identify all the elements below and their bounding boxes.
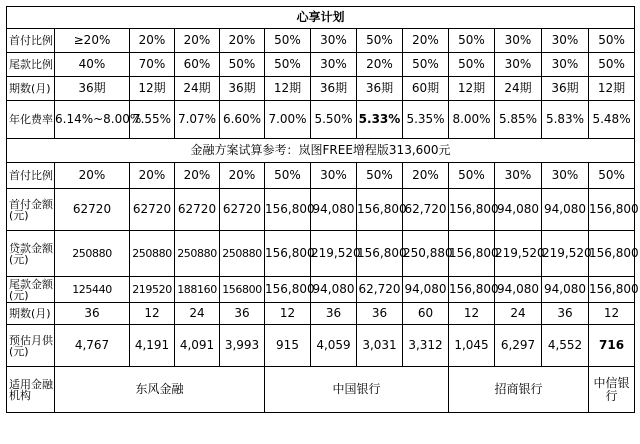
table-cell: 156,800 bbox=[265, 189, 311, 231]
table-cell: 3,993 bbox=[220, 325, 265, 367]
table-cell: 30% bbox=[542, 163, 589, 189]
table-cell: 125440 bbox=[55, 277, 130, 303]
table-cell: 60期 bbox=[403, 77, 449, 101]
table-cell: 5.33% bbox=[357, 101, 403, 139]
table-cell: 716 bbox=[589, 325, 635, 367]
institution-row bbox=[7, 367, 635, 413]
table-cell: 36期 bbox=[311, 77, 357, 101]
table-cell: 30% bbox=[542, 29, 589, 53]
title-row bbox=[7, 7, 635, 29]
table-cell: 915 bbox=[265, 325, 311, 367]
table-cell: 24 bbox=[175, 303, 220, 325]
table-cell: 94,080 bbox=[542, 189, 589, 231]
table-cell: 20% bbox=[175, 29, 220, 53]
table-cell: 156,800 bbox=[449, 231, 495, 277]
table-cell: 50% bbox=[403, 53, 449, 77]
table-cell: 36期 bbox=[357, 77, 403, 101]
table-cell: 30% bbox=[542, 53, 589, 77]
table-cell: 12 bbox=[265, 303, 311, 325]
section2-row bbox=[7, 163, 635, 189]
table-cell: 6.60% bbox=[220, 101, 265, 139]
table-cell: 5.85% bbox=[495, 101, 542, 139]
table-cell: 94,080 bbox=[311, 277, 357, 303]
table-cell: 7.55% bbox=[130, 101, 175, 139]
table-cell: 3,031 bbox=[357, 325, 403, 367]
table-cell: 62,720 bbox=[403, 189, 449, 231]
table-cell: 156,800 bbox=[357, 189, 403, 231]
table-cell: 30% bbox=[311, 53, 357, 77]
table-cell: 30% bbox=[311, 163, 357, 189]
table-cell: 36 bbox=[357, 303, 403, 325]
table-cell: 250880 bbox=[220, 231, 265, 277]
table-cell: 36 bbox=[311, 303, 357, 325]
table-body bbox=[7, 7, 639, 413]
table-cell: 5.48% bbox=[589, 101, 635, 139]
section2-row bbox=[7, 231, 635, 277]
table-cell: 62720 bbox=[55, 189, 130, 231]
table-cell: 188160 bbox=[175, 277, 220, 303]
table-cell: 4,191 bbox=[130, 325, 175, 367]
table-cell: 4,059 bbox=[311, 325, 357, 367]
table-cell: 219520 bbox=[130, 277, 175, 303]
table-cell: 40% bbox=[55, 53, 130, 77]
section2-row bbox=[7, 189, 635, 231]
table-cell: 20% bbox=[55, 163, 130, 189]
table-cell: 60% bbox=[175, 53, 220, 77]
table-cell: 219,520 bbox=[542, 231, 589, 277]
section1-row bbox=[7, 101, 635, 139]
table-cell: 30% bbox=[311, 29, 357, 53]
table-cell: 62,720 bbox=[357, 277, 403, 303]
table-cell: 12期 bbox=[589, 77, 635, 101]
table-cell: 50% bbox=[589, 163, 635, 189]
table-cell: 62720 bbox=[130, 189, 175, 231]
table-cell: 156,800 bbox=[265, 231, 311, 277]
table-cell: 36期 bbox=[55, 77, 130, 101]
table-cell: 24期 bbox=[495, 77, 542, 101]
row-label: 适用金融机构 bbox=[7, 367, 55, 413]
institution-cell: 东风金融 bbox=[55, 367, 265, 413]
table-cell: 5.35% bbox=[403, 101, 449, 139]
table-cell: 60 bbox=[403, 303, 449, 325]
table-cell: 20% bbox=[175, 163, 220, 189]
table-cell: 94,080 bbox=[542, 277, 589, 303]
table-cell: 50% bbox=[265, 53, 311, 77]
table-title: 心享计划 bbox=[7, 7, 635, 29]
table-cell: 62720 bbox=[175, 189, 220, 231]
row-label: 期数(月) bbox=[7, 77, 55, 101]
table-cell: 50% bbox=[589, 29, 635, 53]
institution-cell: 中国银行 bbox=[265, 367, 449, 413]
table-cell: 219,520 bbox=[311, 231, 357, 277]
table-cell: 12期 bbox=[265, 77, 311, 101]
table-cell: 30% bbox=[495, 163, 542, 189]
table-cell: 36期 bbox=[542, 77, 589, 101]
table-cell: 24 bbox=[495, 303, 542, 325]
table-cell: 250880 bbox=[175, 231, 220, 277]
table-cell: 250880 bbox=[130, 231, 175, 277]
section1-row bbox=[7, 29, 635, 53]
section2-row bbox=[7, 277, 635, 303]
section2-row bbox=[7, 303, 635, 325]
table-cell: 94,080 bbox=[495, 277, 542, 303]
table-cell: 62720 bbox=[220, 189, 265, 231]
table-cell: 70% bbox=[130, 53, 175, 77]
institution-cell: 中信银行 bbox=[589, 367, 635, 413]
row-label: 年化费率 bbox=[7, 101, 55, 139]
table-cell: 12 bbox=[130, 303, 175, 325]
section1-row bbox=[7, 53, 635, 77]
row-label: 首付比例 bbox=[7, 29, 55, 53]
calculation-note: 金融方案试算参考：岚图FREE增程版313,600元 bbox=[7, 139, 635, 163]
table-cell: 36 bbox=[220, 303, 265, 325]
table-cell: 20% bbox=[357, 53, 403, 77]
table-cell: 12 bbox=[449, 303, 495, 325]
table-cell: 156,800 bbox=[449, 189, 495, 231]
table-cell: 20% bbox=[403, 163, 449, 189]
table-cell: 250,880 bbox=[403, 231, 449, 277]
table-cell: 20% bbox=[220, 29, 265, 53]
table-cell: 50% bbox=[449, 29, 495, 53]
section2-row bbox=[7, 325, 635, 367]
institution-cell: 招商银行 bbox=[449, 367, 589, 413]
table-cell: 94,080 bbox=[311, 189, 357, 231]
table-cell: 94,080 bbox=[495, 189, 542, 231]
table-cell: 12期 bbox=[130, 77, 175, 101]
row-label: 尾款金额(元) bbox=[7, 277, 55, 303]
table-cell: 156,800 bbox=[589, 189, 635, 231]
table-cell: 156,800 bbox=[357, 231, 403, 277]
table-cell: 219,520 bbox=[495, 231, 542, 277]
section1-row bbox=[7, 77, 635, 101]
table-cell: ≥20% bbox=[55, 29, 130, 53]
table-cell: 6,297 bbox=[495, 325, 542, 367]
table-cell: 50% bbox=[265, 29, 311, 53]
table-cell: 20% bbox=[130, 163, 175, 189]
table-cell: 36期 bbox=[220, 77, 265, 101]
table-cell: 30% bbox=[495, 29, 542, 53]
table-cell: 7.00% bbox=[265, 101, 311, 139]
table-cell: 4,091 bbox=[175, 325, 220, 367]
table-cell: 50% bbox=[265, 163, 311, 189]
table-cell: 30% bbox=[495, 53, 542, 77]
table-cell: 50% bbox=[589, 53, 635, 77]
table-cell: 7.07% bbox=[175, 101, 220, 139]
table-cell: 94,080 bbox=[403, 277, 449, 303]
row-label: 首付金额(元) bbox=[7, 189, 55, 231]
table-cell: 8.00% bbox=[449, 101, 495, 139]
table-cell: 50% bbox=[357, 29, 403, 53]
table-cell: 12期 bbox=[449, 77, 495, 101]
table-cell: 20% bbox=[220, 163, 265, 189]
table-cell: 20% bbox=[130, 29, 175, 53]
table-cell: 50% bbox=[449, 163, 495, 189]
table-cell: 12 bbox=[589, 303, 635, 325]
table-cell: 36 bbox=[542, 303, 589, 325]
table-cell: 36 bbox=[55, 303, 130, 325]
table-cell: 5.83% bbox=[542, 101, 589, 139]
table-cell: 156,800 bbox=[265, 277, 311, 303]
table-cell: 20% bbox=[403, 29, 449, 53]
table-cell: 4,552 bbox=[542, 325, 589, 367]
note-row bbox=[7, 139, 635, 163]
table-cell: 250880 bbox=[55, 231, 130, 277]
table-cell: 156800 bbox=[220, 277, 265, 303]
table-cell: 50% bbox=[357, 163, 403, 189]
finance-plan-table bbox=[6, 6, 639, 413]
table-cell: 50% bbox=[220, 53, 265, 77]
row-label: 预估月供(元) bbox=[7, 325, 55, 367]
table-cell: 3,312 bbox=[403, 325, 449, 367]
table-cell: 24期 bbox=[175, 77, 220, 101]
table-cell: 156,800 bbox=[449, 277, 495, 303]
table-cell: 156,800 bbox=[589, 231, 635, 277]
table-cell: 1,045 bbox=[449, 325, 495, 367]
table-cell: 4,767 bbox=[55, 325, 130, 367]
row-label: 首付比例 bbox=[7, 163, 55, 189]
row-label: 期数(月) bbox=[7, 303, 55, 325]
row-label: 尾款比例 bbox=[7, 53, 55, 77]
table-cell: 5.50% bbox=[311, 101, 357, 139]
row-label: 贷款金额(元) bbox=[7, 231, 55, 277]
table-cell: 156,800 bbox=[589, 277, 635, 303]
table-cell: 50% bbox=[449, 53, 495, 77]
table-cell: 6.14%~8.00% bbox=[55, 101, 130, 139]
